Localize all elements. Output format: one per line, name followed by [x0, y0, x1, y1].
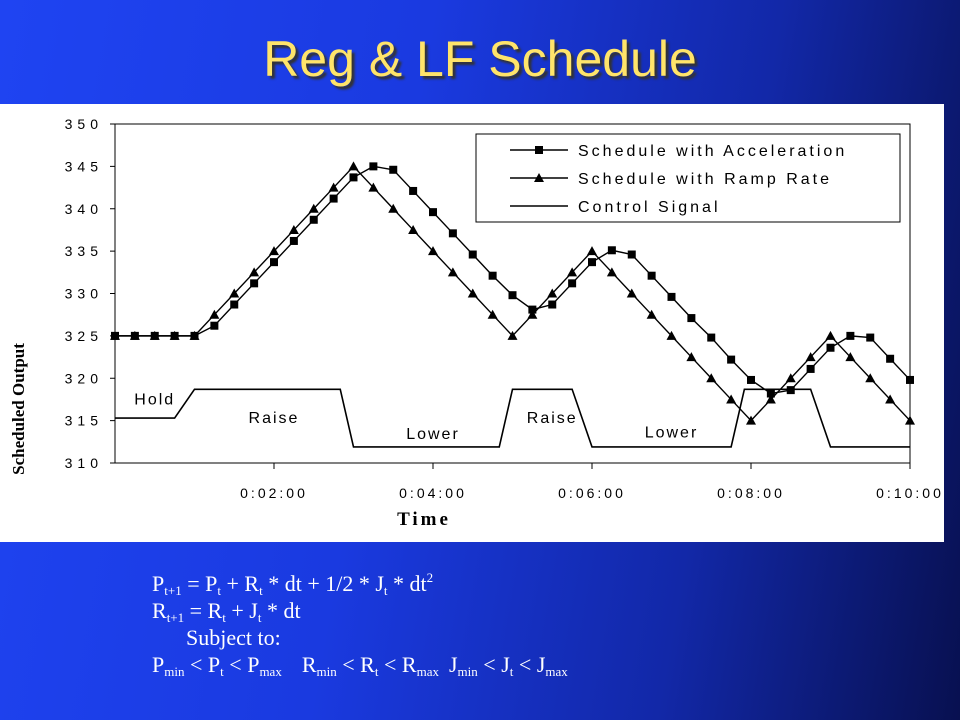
chart	[0, 104, 944, 542]
slide-title: Reg & LF Schedule	[263, 31, 697, 87]
square-marker	[330, 195, 338, 203]
square-marker	[548, 301, 556, 309]
annotation-label: Raise	[248, 410, 300, 428]
triangle-marker	[349, 161, 359, 170]
subject-to-label: Subject to:	[186, 625, 281, 650]
square-marker	[727, 356, 735, 364]
square-marker	[628, 251, 636, 259]
square-marker	[270, 258, 278, 266]
y-tick-label: 350	[64, 116, 103, 132]
square-marker	[290, 237, 298, 245]
square-marker	[608, 246, 616, 254]
square-marker	[389, 166, 397, 174]
legend-label: Schedule with Ramp Rate	[578, 171, 832, 188]
x-tick-label: 0:02:00	[240, 485, 308, 501]
square-marker	[489, 272, 497, 280]
annotation-label: Hold	[134, 391, 176, 409]
y-tick-label: 340	[64, 200, 103, 217]
annotation-label: Lower	[644, 424, 699, 442]
annotation-label: Raise	[526, 410, 578, 428]
y-tick-label: 335	[64, 243, 103, 260]
square-marker	[787, 386, 795, 394]
y-tick-label: 345	[64, 158, 103, 175]
square-marker	[350, 173, 358, 181]
x-axis-label: Time	[397, 509, 451, 530]
square-marker	[449, 229, 457, 237]
square-marker	[707, 334, 715, 342]
x-tick-label: 0:06:00	[558, 485, 626, 501]
square-marker	[429, 208, 437, 216]
series-control-signal	[115, 389, 910, 447]
square-marker	[369, 162, 377, 170]
series-line	[115, 389, 910, 447]
y-tick-label: 325	[64, 327, 103, 344]
y-axis-label: Scheduled Output	[9, 343, 28, 475]
y-tick-label: 330	[64, 285, 103, 302]
legend-label: Schedule with Acceleration	[578, 143, 848, 160]
square-marker	[310, 216, 318, 224]
square-marker	[886, 355, 894, 363]
square-marker	[747, 376, 755, 384]
formula-position: $P_{t+1} = P_t + R_t$ * dt + $1/2 * J_t * dt^2$	[152, 570, 434, 598]
square-marker	[687, 314, 695, 322]
x-tick-label: 0:04:00	[399, 485, 467, 501]
triangle-marker	[587, 246, 597, 255]
triangle-marker	[826, 331, 836, 340]
square-marker	[827, 344, 835, 352]
y-tick-label: 320	[64, 370, 103, 387]
formula-rate: $R_{t+1} = R_t + J_t$ * dt	[152, 598, 301, 625]
square-marker	[906, 376, 914, 384]
formula-block	[152, 570, 568, 678]
square-marker	[230, 301, 238, 309]
y-tick-label: 310	[64, 455, 103, 471]
y-tick-label: 315	[64, 412, 103, 429]
square-marker	[668, 293, 676, 301]
annotations	[134, 391, 698, 443]
square-marker	[568, 279, 576, 287]
square-marker	[648, 272, 656, 280]
x-tick-label: 0:10:00	[876, 485, 944, 501]
square-marker	[210, 322, 218, 330]
chart-panel	[0, 104, 944, 542]
legend	[476, 134, 900, 222]
square-marker	[469, 251, 477, 259]
square-marker	[846, 332, 854, 340]
x-tick-label: 0:08:00	[717, 485, 785, 501]
square-marker	[535, 146, 543, 154]
formula-constraints: $P_{min} < P_t < P_{max}$ $R_{min} < R_t < R_{max}$ $J_{min} < J_t < J_{max}$	[152, 652, 568, 679]
legend-label: Control Signal	[578, 199, 721, 216]
square-marker	[866, 334, 874, 342]
square-marker	[509, 291, 517, 299]
square-marker	[588, 258, 596, 266]
square-marker	[807, 365, 815, 373]
square-marker	[250, 279, 258, 287]
square-marker	[409, 187, 417, 195]
annotation-label: Lower	[406, 426, 460, 444]
